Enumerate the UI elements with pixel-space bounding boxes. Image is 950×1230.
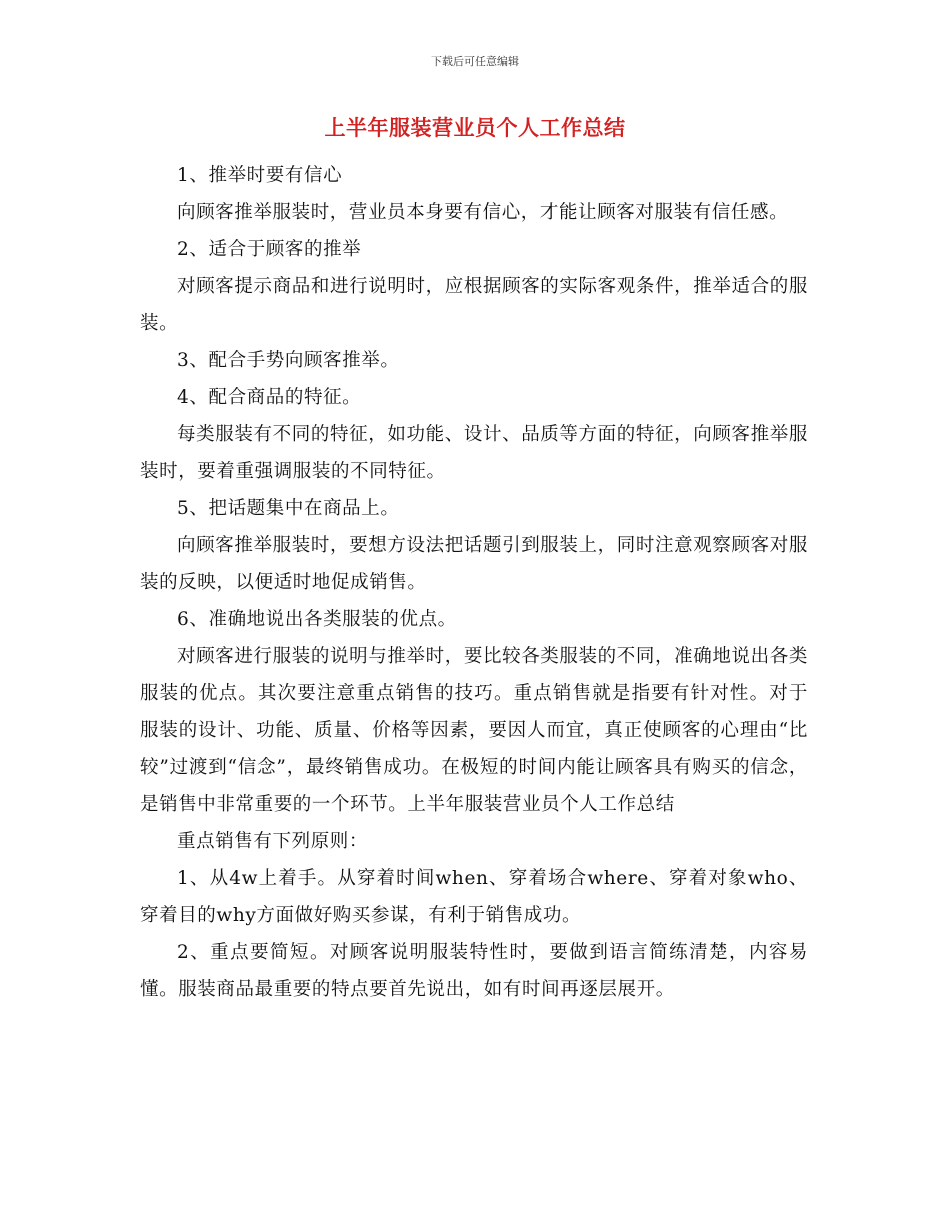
paragraph-11: 对顾客进行服装的说明与推举时，要比较各类服装的不同，准确地说出各类服装的优点。其次要注意重点销售的技巧。重点销售就是指要有针对性。对于服装的设计、功能、质量、价格等因素，要因人而宜，真正使顾客的心理由“比较”过渡到“信念”，最终销售成功。在极短的时间内能让顾客具有购买的信念，是销售中非常重要的一个环节。上半年服装营业员个人工作总结 [140,646,808,815]
paragraph-8: 5、把话题集中在商品上。 [177,498,400,519]
paragraph-4: 对顾客提示商品和进行说明时，应根据顾客的实际客观条件，推举适合的服装。 [140,276,808,334]
header-note: 下载后可任意编辑 [431,55,519,68]
document-body [140,157,808,1008]
paragraph-5: 3、配合手势向顾客推举。 [177,350,400,371]
paragraph-14: 2、重点要简短。对顾客说明服装特性时，要做到语言简练清楚，内容易懂。服装商品最重要的特点要首先说出，如有时间再逐层展开。 [140,942,808,1000]
paragraph-12: 重点销售有下列原则： [177,831,369,852]
paragraph-3: 2、适合于顾客的推举 [177,239,362,260]
paragraph-9: 向顾客推举服装时，要想方设法把话题引到服装上，同时注意观察顾客对服装的反映，以便适时地促成销售。 [140,535,808,593]
paragraph-10: 6、准确地说出各类服装的优点。 [177,609,457,630]
paragraph-6: 4、配合商品的特征。 [177,387,362,408]
paragraph-1: 1、推举时要有信心 [177,165,343,186]
document-title: 上半年服装营业员个人工作总结 [324,116,626,140]
paragraph-13: 1、从4w上着手。从穿着时间when、穿着场合where、穿着对象who、穿着目的why方面做好购买参谋，有利于销售成功。 [140,868,808,926]
paragraph-2: 向顾客推举服装时，营业员本身要有信心，才能让顾客对服装有信任感。 [177,202,789,223]
paragraph-7: 每类服装有不同的特征，如功能、设计、品质等方面的特征，向顾客推举服装时，要着重强调服装的不同特征。 [140,424,808,482]
